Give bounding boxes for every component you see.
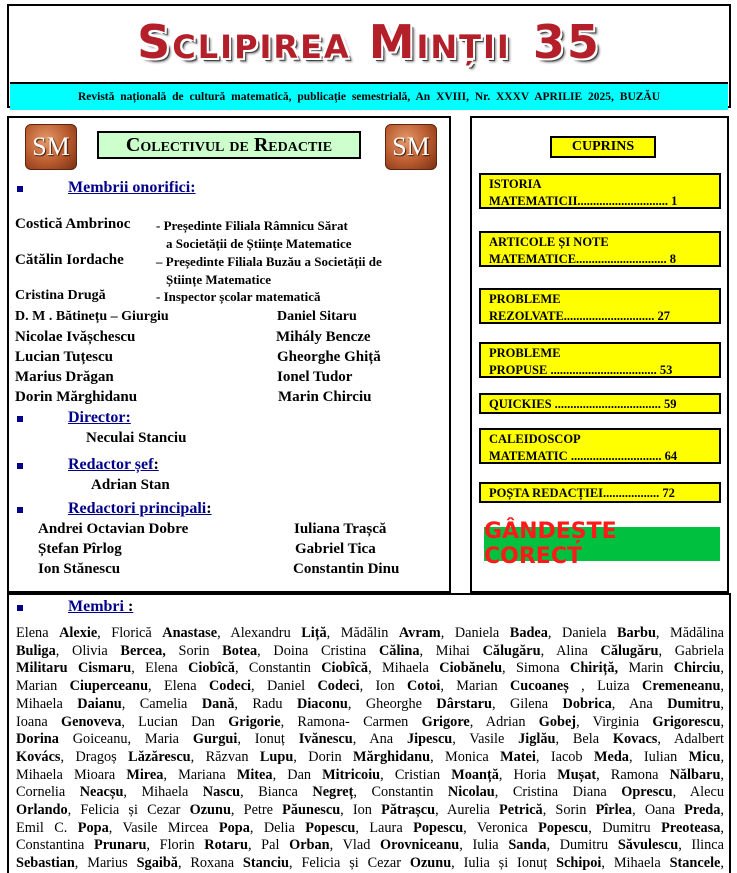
honorary-role-3a: - Inspector școlar matematică <box>156 289 321 304</box>
honorary-pair-2-left: Nicolae Ivășchescu <box>15 329 136 345</box>
redactor-pair-3-left: Ion Stănescu <box>38 561 121 577</box>
honorary-role-2b: Științe Matematice <box>166 272 272 287</box>
members-line: Orlando, Felicia și Cezar Ozunu, Petre Păunescu, Ion Pătrașcu, Aurelia Petrică, Sorin Pîrlea, Oana Preda, <box>16 802 724 819</box>
redactor-pair-1-left: Andrei Octavian Dobre <box>38 521 189 537</box>
members-list <box>16 625 724 873</box>
toc-item-probleme-rezolvate[interactable]: PROBLEME REZOLVATE............................. 27 <box>479 288 721 324</box>
redactor-pair-2-right: Gabriel Tica <box>295 541 376 557</box>
editorial-board-panel <box>7 116 451 593</box>
bullet-icon <box>17 507 23 513</box>
subtitle-bar: Revistă națională de cultură matematică, publicație semestrială, An XVIII, Nr. XXXV APRILIE 2025, BUZĂU <box>10 82 728 110</box>
members-line: Mihaela Mioara Mirea, Mariana Mitea, Dan Mitricoiu, Cristian Moanță, Horia Mușat, Ramona Nălbaru, <box>16 766 724 783</box>
director-heading: Director: <box>68 409 131 426</box>
redactor-pair-3-right: Constantin Dinu <box>293 561 400 577</box>
redactor-pair-2-left: Ștefan Pîrlog <box>38 541 122 557</box>
members-line: Emil C. Popa, Vasile Mircea Popa, Delia Popescu, Laura Popescu, Veronica Popescu, Dumitru Preoteasa, <box>16 819 724 836</box>
title-text: Sclipirea Minții <box>137 15 511 69</box>
members-panel <box>7 593 731 873</box>
bullet-icon <box>17 416 23 422</box>
members-line: Militaru Cismaru, Elena Ciobîcă, Constantin Ciobîcă, Mihaela Ciobănelu, Simona Chiriță, Marin Chirciu, <box>16 660 724 677</box>
toc-item-quickies[interactable]: QUICKIES .................................. 59 <box>479 393 721 414</box>
honorary-pair-5-right: Marin Chirciu <box>278 389 372 405</box>
membri-heading: Membri : <box>68 598 134 615</box>
members-line: Ioana Genoveva, Lucian Dan Grigorie, Ramona- Carmen Grigore, Adrian Gobej, Virginia Grigorescu, <box>16 713 725 730</box>
sm-logo-left: SM <box>25 124 77 170</box>
header-frame <box>7 4 731 108</box>
toc-item-probleme-propuse[interactable]: PROBLEME PROPUSE .................................. 53 <box>479 342 721 378</box>
honorary-pair-3-right: Gheorghe Ghiță <box>277 349 381 365</box>
members-line: Constantina Prunaru, Florin Rotaru, Pal Orban, Vlad Orovniceanu, Iulia Sanda, Dumitru Săvulescu, Ilinca <box>16 837 724 854</box>
issue-number: 35 <box>532 15 601 69</box>
members-line: Elena Alexie, Florică Anastase, Alexandru Liță, Mădălin Avram, Daniela Badea, Daniela Barbu, Mădălina <box>16 625 724 641</box>
toc-item-posta[interactable]: POȘTA REDACȚIEI.................. 72 <box>479 482 721 503</box>
toc-item-caleidoscop[interactable]: CALEIDOSCOP MATEMATIC ............................. 64 <box>479 428 721 464</box>
bullet-icon <box>17 186 23 192</box>
members-line: Mihaela Daianu, Camelia Dană, Radu Diaconu, Gheorghe Dârstaru, Gilena Dobrica, Ana Dumitru, <box>16 695 724 712</box>
toc-item-istoria[interactable]: ISTORIA MATEMATICII............................. 1 <box>479 173 721 209</box>
sm-logo-right: SM <box>385 124 437 170</box>
honorary-name-1: Costică Ambrinoc <box>15 216 131 232</box>
cuprins-title: CUPRINS <box>550 136 656 158</box>
redactor-sef-heading: Redactor șef: <box>68 456 159 473</box>
members-line: Sebastian, Marius Sgaibă, Roxana Stanciu, Felicia și Cezar Ozunu, Iulia și Ionuț Schipoi, Mihaela Stancele, <box>16 855 724 872</box>
cuprins-panel <box>470 116 729 593</box>
members-line: Marian Ciuperceanu, Elena Codeci, Daniel Codeci, Ion Cotoi, Marian Cucoaneș , Luiza Cremeneanu, <box>16 678 724 695</box>
toc-item-articole[interactable]: ARTICOLE ȘI NOTE MATEMATICE............................. 8 <box>479 231 721 267</box>
honorary-pair-4-right: Ionel Tudor <box>277 369 353 385</box>
honorary-role-2a: – Președinte Filiala Buzău a Societății de <box>156 254 382 269</box>
motto-banner: GÂNDEȘTE CORECT <box>484 527 720 561</box>
honorary-pair-5-left: Dorin Mărghidanu <box>15 389 138 405</box>
bullet-icon <box>17 463 23 469</box>
honorary-pair-1-right: Daniel Sitaru <box>277 309 357 324</box>
membri-onorifici-heading: Membrii onorifici: <box>68 179 196 196</box>
colectiv-title: Colectivul de Redactie <box>97 131 361 159</box>
bullet-icon <box>17 605 23 611</box>
redactor-sef-name: Adrian Stan <box>91 477 170 493</box>
members-line: Kovács, Dragoș Lăzărescu, Răzvan Lupu, Dorin Mărghidanu, Monica Matei, Iacob Meda, Iulian Micu, <box>16 748 725 765</box>
honorary-role-1b: a Societății de Științe Matematice <box>166 236 352 251</box>
members-line: Dorina Goiceanu, Maria Gurgui, Ionuț Ivănescu, Ana Jipescu, Vasile Jiglău, Bela Kovacs, Adalbert <box>16 731 724 748</box>
magazine-title <box>9 6 729 78</box>
honorary-pair-1-left: D. M . Bătinețu – Giurgiu <box>15 309 169 324</box>
redactor-pair-1-right: Iuliana Trașcă <box>294 521 387 537</box>
members-line: Buliga, Olivia Bercea, Sorin Botea, Doina Cristina Călina, Mihai Călugăru, Alina Călugăru, Gabriela <box>16 642 724 659</box>
honorary-name-3: Cristina Drugă <box>15 288 106 303</box>
director-name: Neculai Stanciu <box>86 430 187 446</box>
honorary-pair-4-left: Marius Drăgan <box>15 369 114 385</box>
honorary-role-1a: - Președinte Filiala Râmnicu Sărat <box>156 218 348 233</box>
honorary-name-2: Cătălin Iordache <box>15 252 124 268</box>
redactori-principali-heading: Redactori principali: <box>68 500 212 517</box>
honorary-pair-3-left: Lucian Tuțescu <box>15 349 113 365</box>
members-line: Cornelia Neacșu, Mihaela Nascu, Bianca Negreț, Constantin Nicolau, Cristina Diana Oprescu, Alecu <box>16 784 724 801</box>
honorary-pair-2-right: Mihály Bencze <box>276 329 371 345</box>
